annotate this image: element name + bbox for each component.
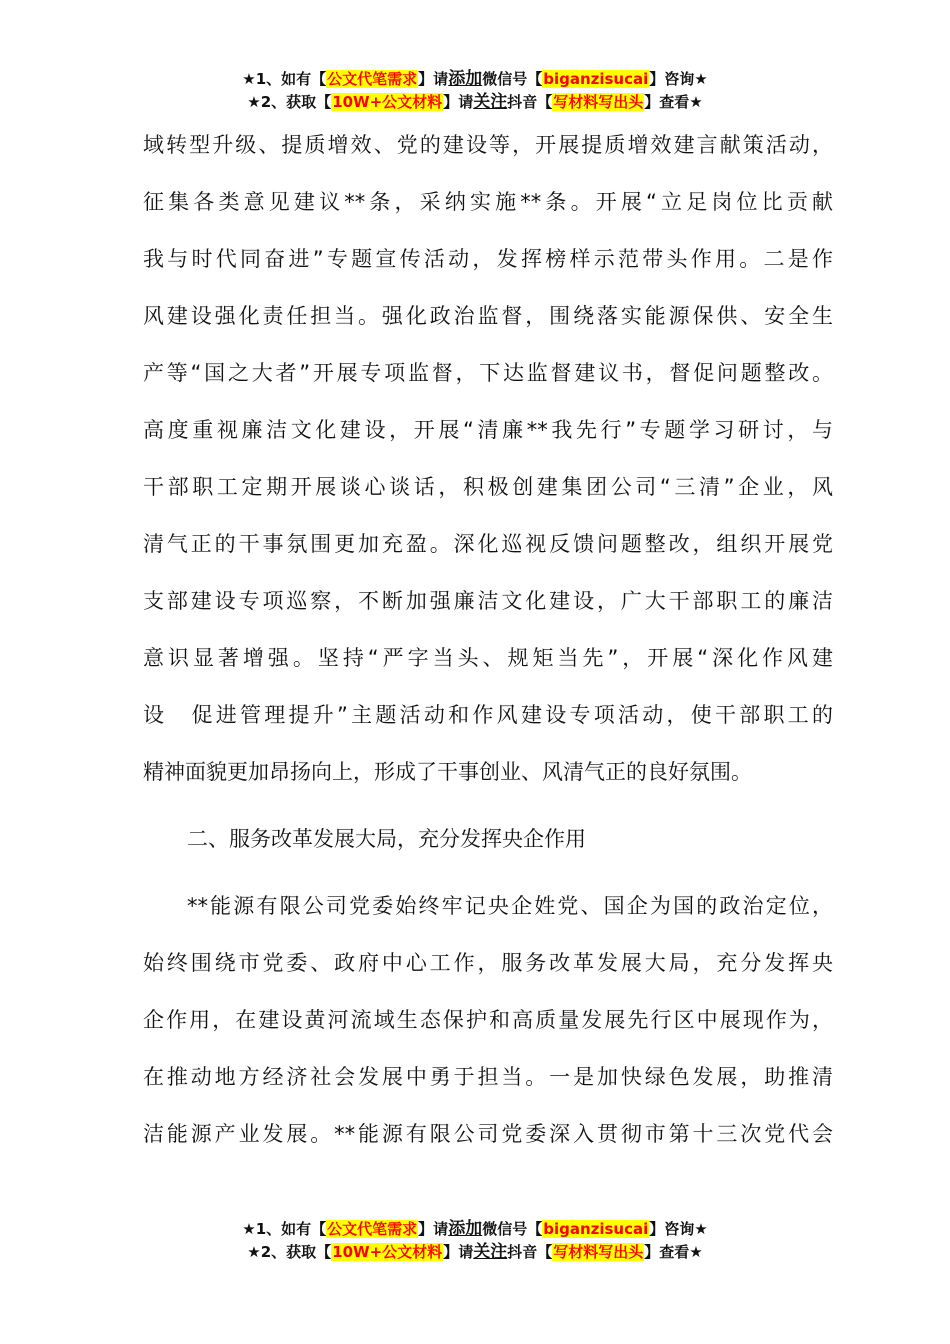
promo-line-1: ★1、如有【公文代笔需求】请添加微信号【biganzisucai】咨询★ bbox=[242, 69, 708, 89]
promo-banner-top bbox=[0, 68, 950, 114]
text-line: 企作用，在建设黄河流域生态保护和高质量发展先行区中展现作为， bbox=[143, 1008, 833, 1032]
promo-line-1: ★1、如有【公文代笔需求】请添加微信号【biganzisucai】咨询★ bbox=[242, 1219, 708, 1239]
highlight-materials: 10W+公文材料 bbox=[332, 1243, 443, 1261]
highlight-ghostwriting: 公文代笔需求 bbox=[327, 1220, 418, 1238]
text-line: 始终围绕市党委、政府中心工作，服务改革发展大局，充分发挥央 bbox=[143, 951, 833, 975]
section-heading-2: 二、服务改革发展大局，充分发挥央企作用 bbox=[187, 827, 586, 851]
text-line: 征集各类意见建议**条，采纳实施**条。开展“立足岗位比贡献 bbox=[143, 190, 833, 214]
text-line: 在推动地方经济社会发展中勇于担当。一是加快绿色发展，助推清 bbox=[143, 1065, 833, 1089]
highlight-materials: 10W+公文材料 bbox=[332, 93, 443, 111]
highlight-wechat-id: biganzisucai bbox=[543, 70, 649, 88]
paragraph-2 bbox=[143, 878, 833, 1163]
text-line: 高度重视廉洁文化建设，开展“清廉**我先行”专题学习研讨，与 bbox=[143, 418, 833, 442]
text-line: 清气正的干事氛围更加充盈。深化巡视反馈问题整改，组织开展党 bbox=[143, 532, 833, 556]
promo-line-2: ★2、获取【10W+公文材料】请关注抖音【写材料写出头】查看★ bbox=[247, 1242, 703, 1262]
text-line: 洁能源产业发展。**能源有限公司党委深入贯彻市第十三次党代会 bbox=[143, 1122, 833, 1146]
document-body bbox=[143, 117, 833, 1163]
underlined-add: 添加 bbox=[448, 69, 483, 89]
highlight-douyin-account: 写材料写出头 bbox=[553, 1243, 644, 1261]
paragraph-1 bbox=[143, 117, 833, 801]
highlight-ghostwriting: 公文代笔需求 bbox=[327, 70, 418, 88]
highlight-wechat-id: biganzisucai bbox=[543, 1220, 649, 1238]
text-line: 域转型升级、提质增效、党的建设等，开展提质增效建言献策活动， bbox=[143, 133, 833, 157]
underlined-follow: 关注 bbox=[473, 1242, 508, 1262]
underlined-follow: 关注 bbox=[473, 92, 508, 112]
text-line: 产等“国之大者”开展专项监督，下达监督建议书，督促问题整改。 bbox=[143, 361, 833, 385]
promo-line-2: ★2、获取【10W+公文材料】请关注抖音【写材料写出头】查看★ bbox=[247, 92, 703, 112]
text-line: 我与时代同奋进”专题宣传活动，发挥榜样示范带头作用。二是作 bbox=[143, 247, 833, 271]
text-line: 干部职工定期开展谈心谈话，积极创建集团公司“三清”企业，风 bbox=[143, 475, 833, 499]
promo-banner-bottom bbox=[0, 1218, 950, 1264]
highlight-douyin-account: 写材料写出头 bbox=[553, 93, 644, 111]
text-line: 设 促进管理提升”主题活动和作风建设专项活动，使干部职工的 bbox=[143, 703, 833, 727]
text-line: 风建设强化责任担当。强化政治监督，围绕落实能源保供、安全生 bbox=[143, 304, 833, 328]
text-line: 支部建设专项巡察，不断加强廉洁文化建设，广大干部职工的廉洁 bbox=[143, 589, 833, 613]
text-line: 精神面貌更加昂扬向上，形成了干事创业、风清气正的良好氛围。 bbox=[143, 760, 752, 784]
underlined-add: 添加 bbox=[448, 1219, 483, 1239]
text-line: **能源有限公司党委始终牢记央企姓党、国企为国的政治定位， bbox=[187, 894, 833, 918]
text-line: 意识显著增强。坚持“严字当头、规矩当先”，开展“深化作风建 bbox=[143, 646, 833, 670]
